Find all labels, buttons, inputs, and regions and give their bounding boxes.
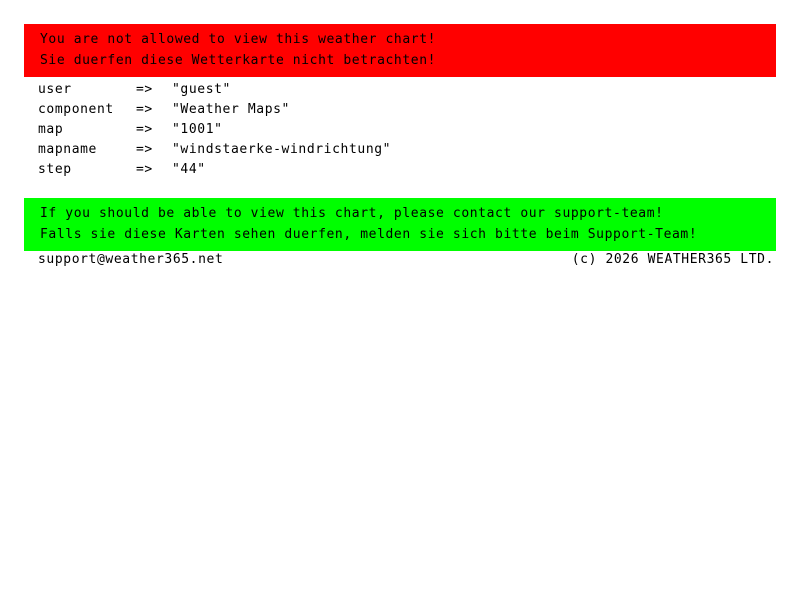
param-key: map	[38, 122, 64, 137]
param-arrow: =>	[136, 82, 153, 97]
page-footer	[38, 250, 774, 270]
param-value: "44"	[172, 162, 206, 177]
param-arrow: =>	[136, 122, 153, 137]
error-banner	[24, 24, 776, 77]
param-value: "Weather Maps"	[172, 102, 290, 117]
param-row-user	[38, 80, 391, 100]
param-value: "windstaerke-windrichtung"	[172, 142, 392, 157]
param-value: "1001"	[172, 122, 223, 137]
param-row-mapname	[38, 140, 391, 160]
support-notice-en: If you should be able to view this chart, please contact our support-team!	[40, 206, 664, 221]
param-key: mapname	[38, 142, 97, 157]
param-key: component	[38, 102, 114, 117]
param-row-step	[38, 160, 391, 180]
support-notice-banner	[24, 198, 776, 251]
error-message-en: You are not allowed to view this weather chart!	[40, 32, 437, 47]
param-row-map	[38, 120, 391, 140]
support-email-link[interactable]: support@weather365.net	[38, 252, 224, 267]
param-value: "guest"	[172, 82, 231, 97]
param-arrow: =>	[136, 162, 153, 177]
param-row-component	[38, 100, 391, 120]
error-message-de: Sie duerfen diese Wetterkarte nicht betrachten!	[40, 53, 437, 68]
request-parameters	[38, 80, 391, 180]
param-arrow: =>	[136, 102, 153, 117]
copyright-text: (c) 2026 WEATHER365 LTD.	[571, 252, 774, 267]
param-arrow: =>	[136, 142, 153, 157]
param-key: step	[38, 162, 72, 177]
param-key: user	[38, 82, 72, 97]
support-notice-de: Falls sie diese Karten sehen duerfen, melden sie sich bitte beim Support-Team!	[40, 227, 698, 242]
